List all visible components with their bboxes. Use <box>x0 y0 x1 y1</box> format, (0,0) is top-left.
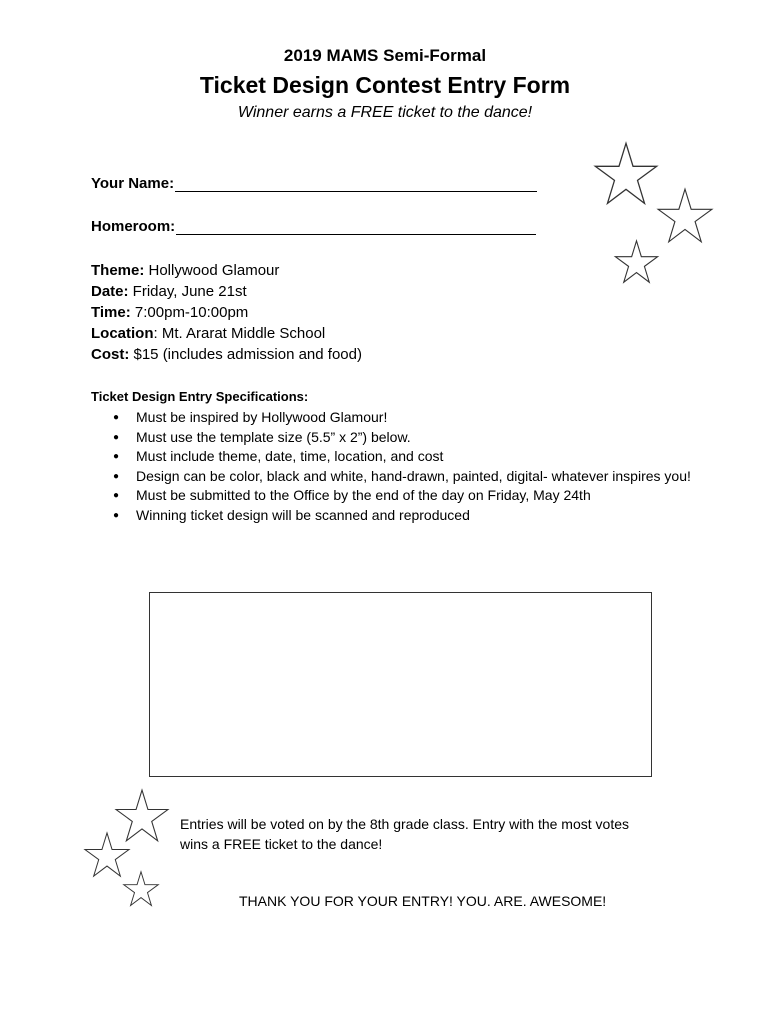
detail-theme: Theme: Hollywood Glamour <box>91 262 280 279</box>
star-icon <box>614 240 659 284</box>
homeroom-label: Homeroom: <box>91 218 176 235</box>
ticket-template-box[interactable] <box>149 592 652 777</box>
tagline: Winner earns a FREE ticket to the dance! <box>237 104 533 121</box>
voting-note: Entries will be voted on by the 8th grade class. Entry with the most votes wins a FREE ticket to the dance! <box>180 816 629 852</box>
detail-date: Date: Friday, June 21st <box>91 283 247 300</box>
specs-title: Ticket Design Entry Specifications: <box>91 389 309 404</box>
star-icon <box>593 142 659 206</box>
homeroom-field[interactable] <box>91 218 536 235</box>
thank-you-text: THANK YOU FOR YOUR ENTRY! YOU. ARE. AWESOME! <box>239 893 607 909</box>
list-item: ● Must use the template size (5.5” x 2”) below. <box>91 428 691 448</box>
homeroom-line[interactable] <box>176 218 536 235</box>
star-icon <box>657 188 713 244</box>
specs-list <box>91 408 691 525</box>
star-icon <box>122 871 160 907</box>
list-item: ● Must be inspired by Hollywood Glamour! <box>91 408 691 428</box>
detail-location: Location: Mt. Ararat Middle School <box>91 325 326 342</box>
list-item: ● Winning ticket design will be scanned and reproduced <box>91 506 691 526</box>
name-field[interactable] <box>91 175 537 192</box>
event-details <box>91 260 362 365</box>
detail-cost: Cost: $15 (includes admission and food) <box>91 346 362 363</box>
list-item: ● Must be submitted to the Office by the end of the day on Friday, May 24th <box>91 486 691 506</box>
page-title: Ticket Design Contest Entry Form <box>199 72 571 98</box>
name-line[interactable] <box>175 175 537 192</box>
event-subtitle: 2019 MAMS Semi-Formal <box>283 46 487 65</box>
detail-time: Time: 7:00pm-10:00pm <box>91 304 249 321</box>
list-item: ● Must include theme, date, time, location, and cost <box>91 447 691 467</box>
name-label: Your Name: <box>91 175 175 192</box>
list-item: ● Design can be color, black and white, hand-drawn, painted, digital- whatever inspires you! <box>91 467 691 487</box>
